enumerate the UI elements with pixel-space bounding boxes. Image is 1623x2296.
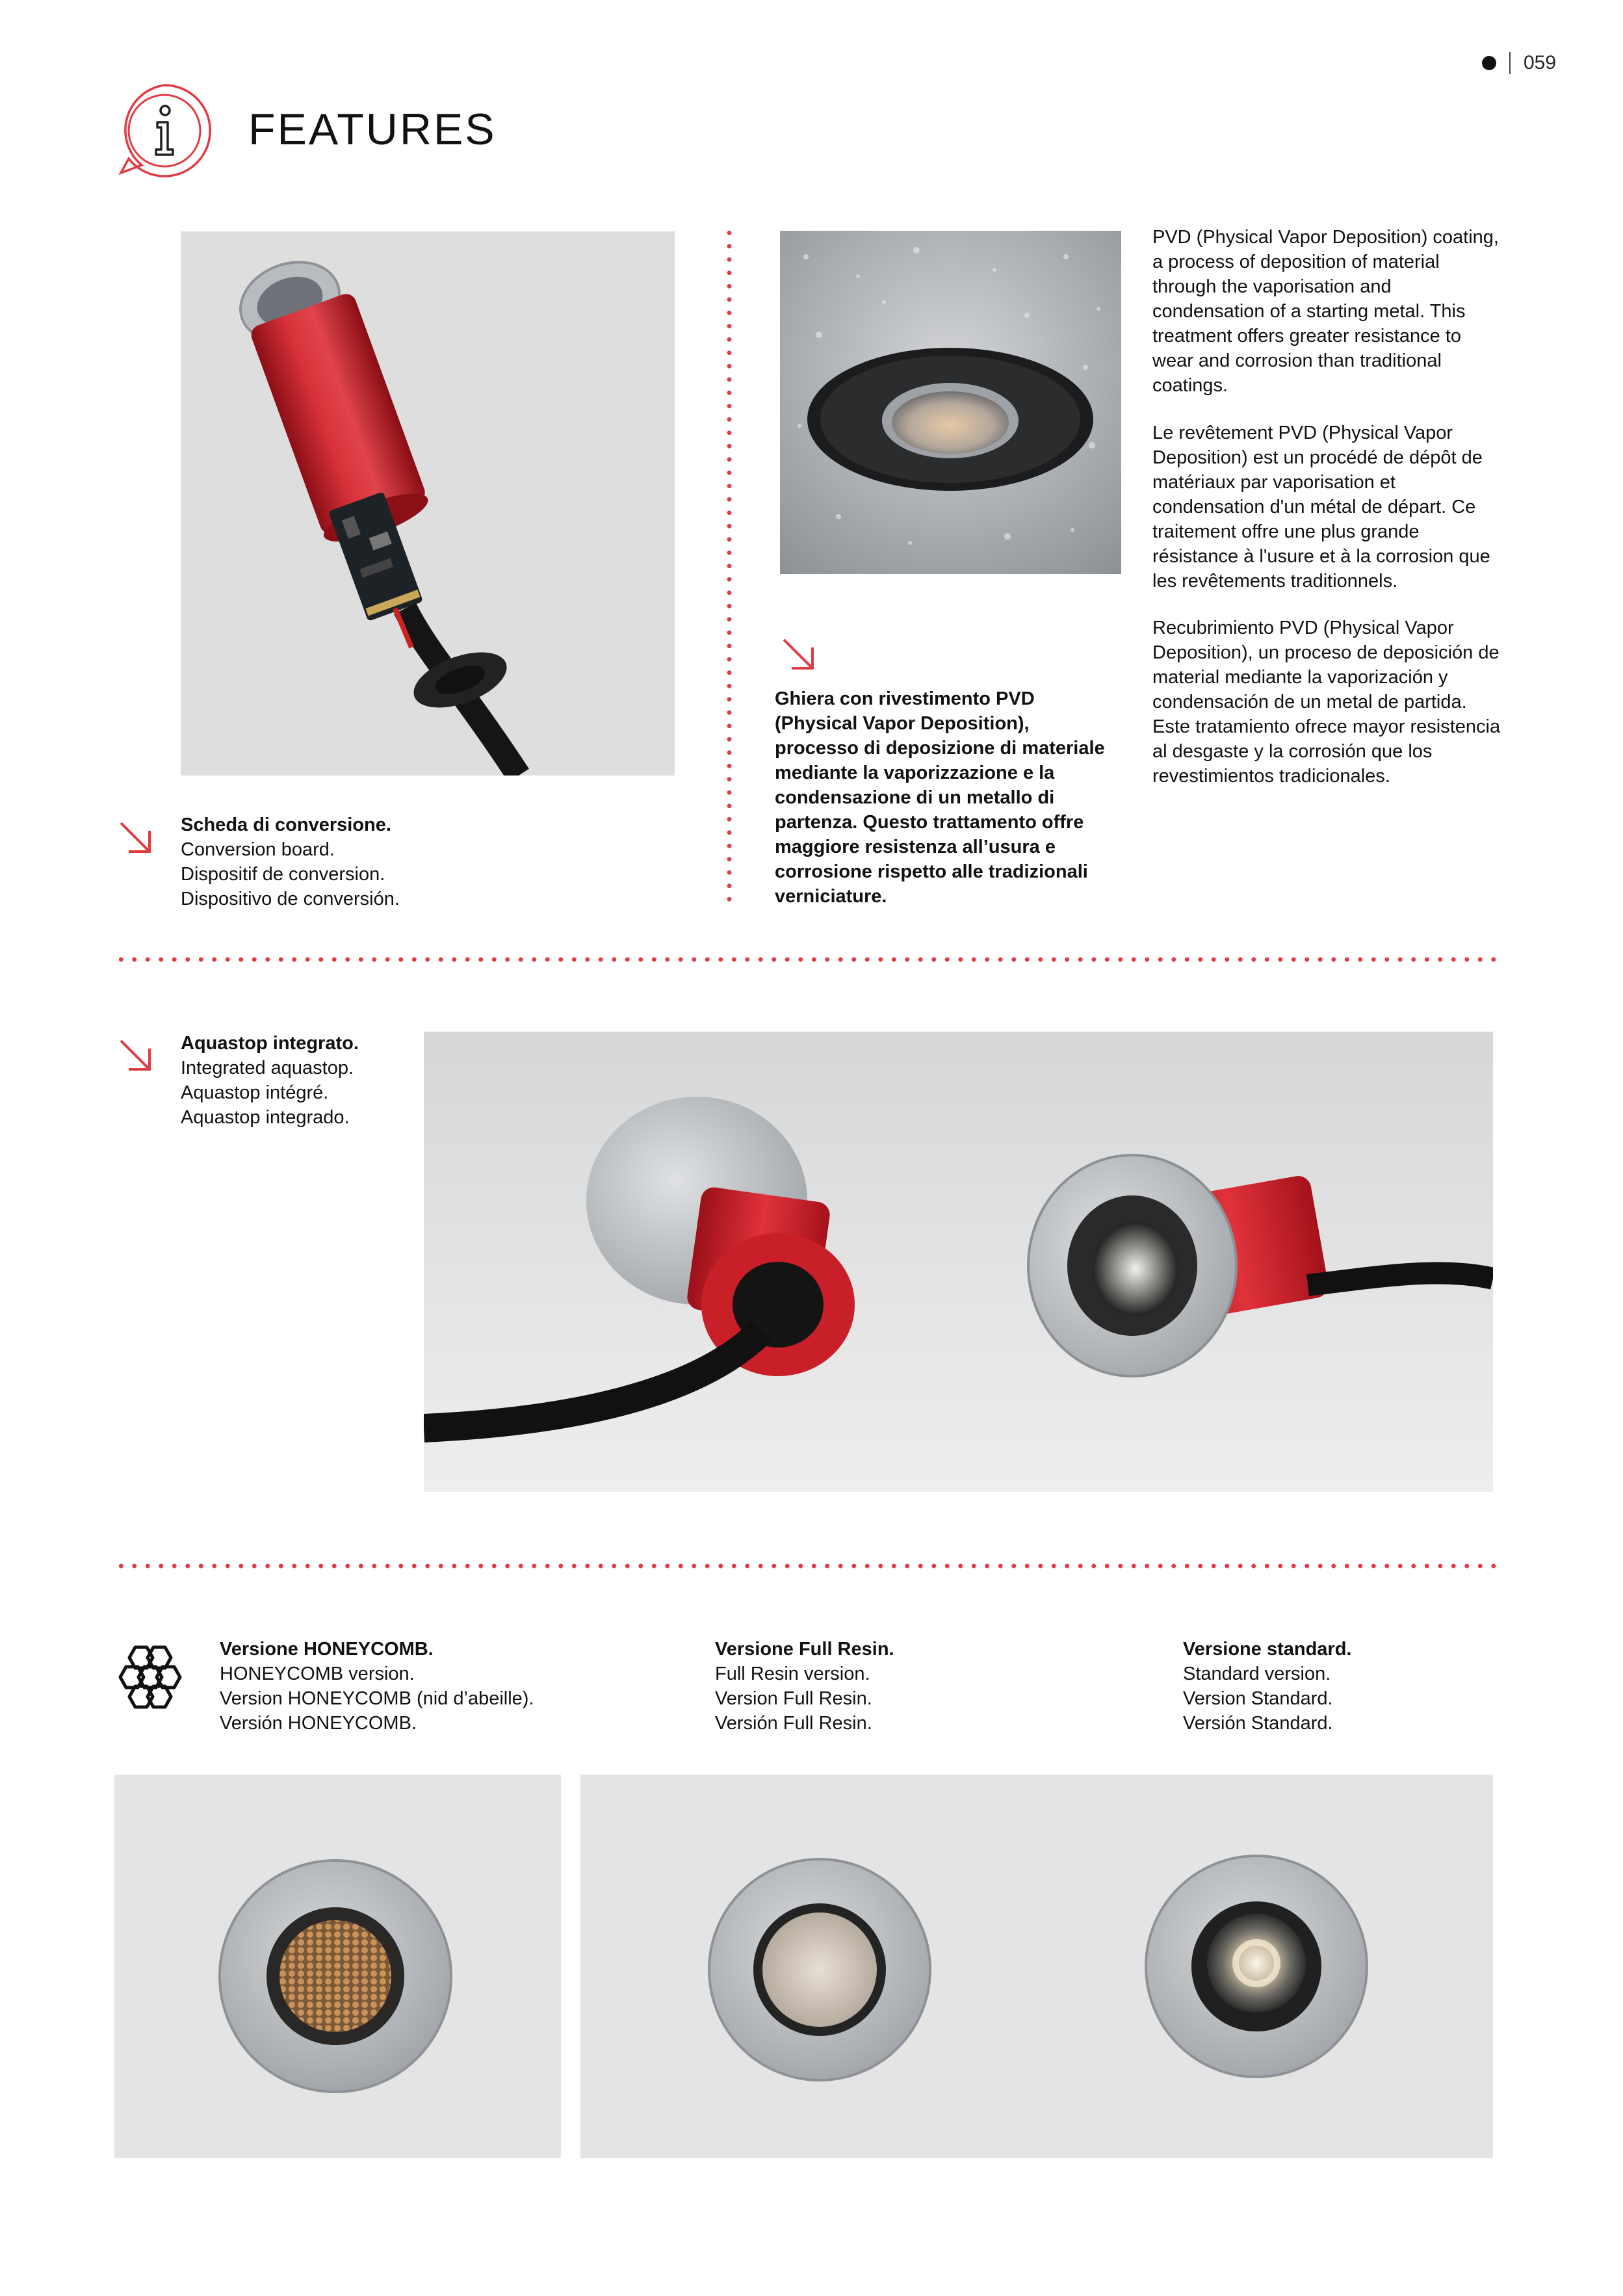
page-number-area <box>1482 52 1556 74</box>
version-full-resin-caption <box>715 1637 1014 1736</box>
honeycomb-icon <box>114 1645 186 1713</box>
pvd-en-text: PVD (Physical Vapor Deposition) coating, a process of deposition of material through the vaporisation and condensation of a starting metal. This treatment offers greater resistance to wear and corrosion than traditional coatings. <box>1152 227 1499 396</box>
aquastop-fr: Aquastop intégré. <box>181 1082 329 1103</box>
version-standard-caption <box>1183 1637 1482 1736</box>
conversion-board-title: Scheda di conversione. <box>181 815 391 835</box>
version-full-resin-en: Full Resin version. <box>715 1663 870 1684</box>
resin-and-standard-photo <box>580 1775 1493 2158</box>
pvd-ring-caption-it: Ghiera con rivestimento PVD (Physical Vapor Deposition), processo di deposizione di materiale mediante la vaporizzazione e la condensazione di un metallo di partenza. Questo trattamento offre maggiore resistenza all’usura e corrosione rispetto alle tradizionali verniciature. <box>775 688 1105 907</box>
page-number: 059 <box>1524 52 1557 73</box>
vertical-separator <box>727 226 732 904</box>
arrow-down-right-icon <box>117 819 156 858</box>
page-separator <box>1509 52 1511 74</box>
info-speech-icon <box>116 82 213 179</box>
version-full-resin-fr: Version Full Resin. <box>715 1688 872 1709</box>
version-honeycomb-caption <box>220 1637 584 1736</box>
arrow-down-right-icon <box>780 636 819 675</box>
version-honeycomb-fr: Version HONEYCOMB (nid d’abeille). <box>220 1688 534 1709</box>
aquastop-caption <box>181 1031 402 1130</box>
page-dot <box>1482 56 1496 70</box>
aquastop-photo <box>424 1032 1493 1492</box>
conversion-board-caption <box>181 813 480 911</box>
version-full-resin-es: Versión Full Resin. <box>715 1713 872 1734</box>
aquastop-title: Aquastop integrato. <box>181 1033 359 1054</box>
horizontal-separator <box>114 1563 1496 1569</box>
version-honeycomb-en: HONEYCOMB version. <box>220 1663 415 1684</box>
aquastop-en: Integrated aquastop. <box>181 1058 354 1078</box>
page-title: FEATURES <box>248 105 497 154</box>
honeycomb-version-photo <box>114 1775 561 2158</box>
version-standard-es: Versión Standard. <box>1183 1713 1333 1734</box>
conversion-board-es: Dispositivo de conversión. <box>181 889 400 909</box>
conversion-board-en: Conversion board. <box>181 839 335 860</box>
version-standard-title: Versione standard. <box>1183 1639 1352 1660</box>
pvd-es-text: Recubrimiento PVD (Physical Vapor Deposition), un proceso de deposición de material mediante la vaporización y condensación de un metal de partida. Este tratamiento ofrece mayor resistencia al desgaste y la corrosión que los revestimientos tradicionales. <box>1152 618 1501 787</box>
conversion-board-photo <box>181 231 675 776</box>
version-honeycomb-es: Versión HONEYCOMB. <box>220 1713 417 1734</box>
version-standard-en: Standard version. <box>1183 1663 1331 1684</box>
version-full-resin-title: Versione Full Resin. <box>715 1639 894 1660</box>
horizontal-separator <box>114 957 1496 962</box>
version-honeycomb-title: Versione HONEYCOMB. <box>220 1639 434 1660</box>
version-standard-fr: Version Standard. <box>1183 1688 1333 1709</box>
conversion-board-fr: Dispositif de conversion. <box>181 864 385 885</box>
pvd-fr-text: Le revêtement PVD (Physical Vapor Deposition) est un procédé de dépôt de matériaux par vaporisation et condensation d'un métal de départ. Ce traitement offre une plus grande résistance à l'usure et à la corrosion que les revêtements traditionnels. <box>1152 423 1490 592</box>
aquastop-es: Aquastop integrado. <box>181 1107 350 1128</box>
arrow-down-right-icon <box>117 1037 156 1076</box>
pvd-ring-photo <box>780 231 1121 574</box>
